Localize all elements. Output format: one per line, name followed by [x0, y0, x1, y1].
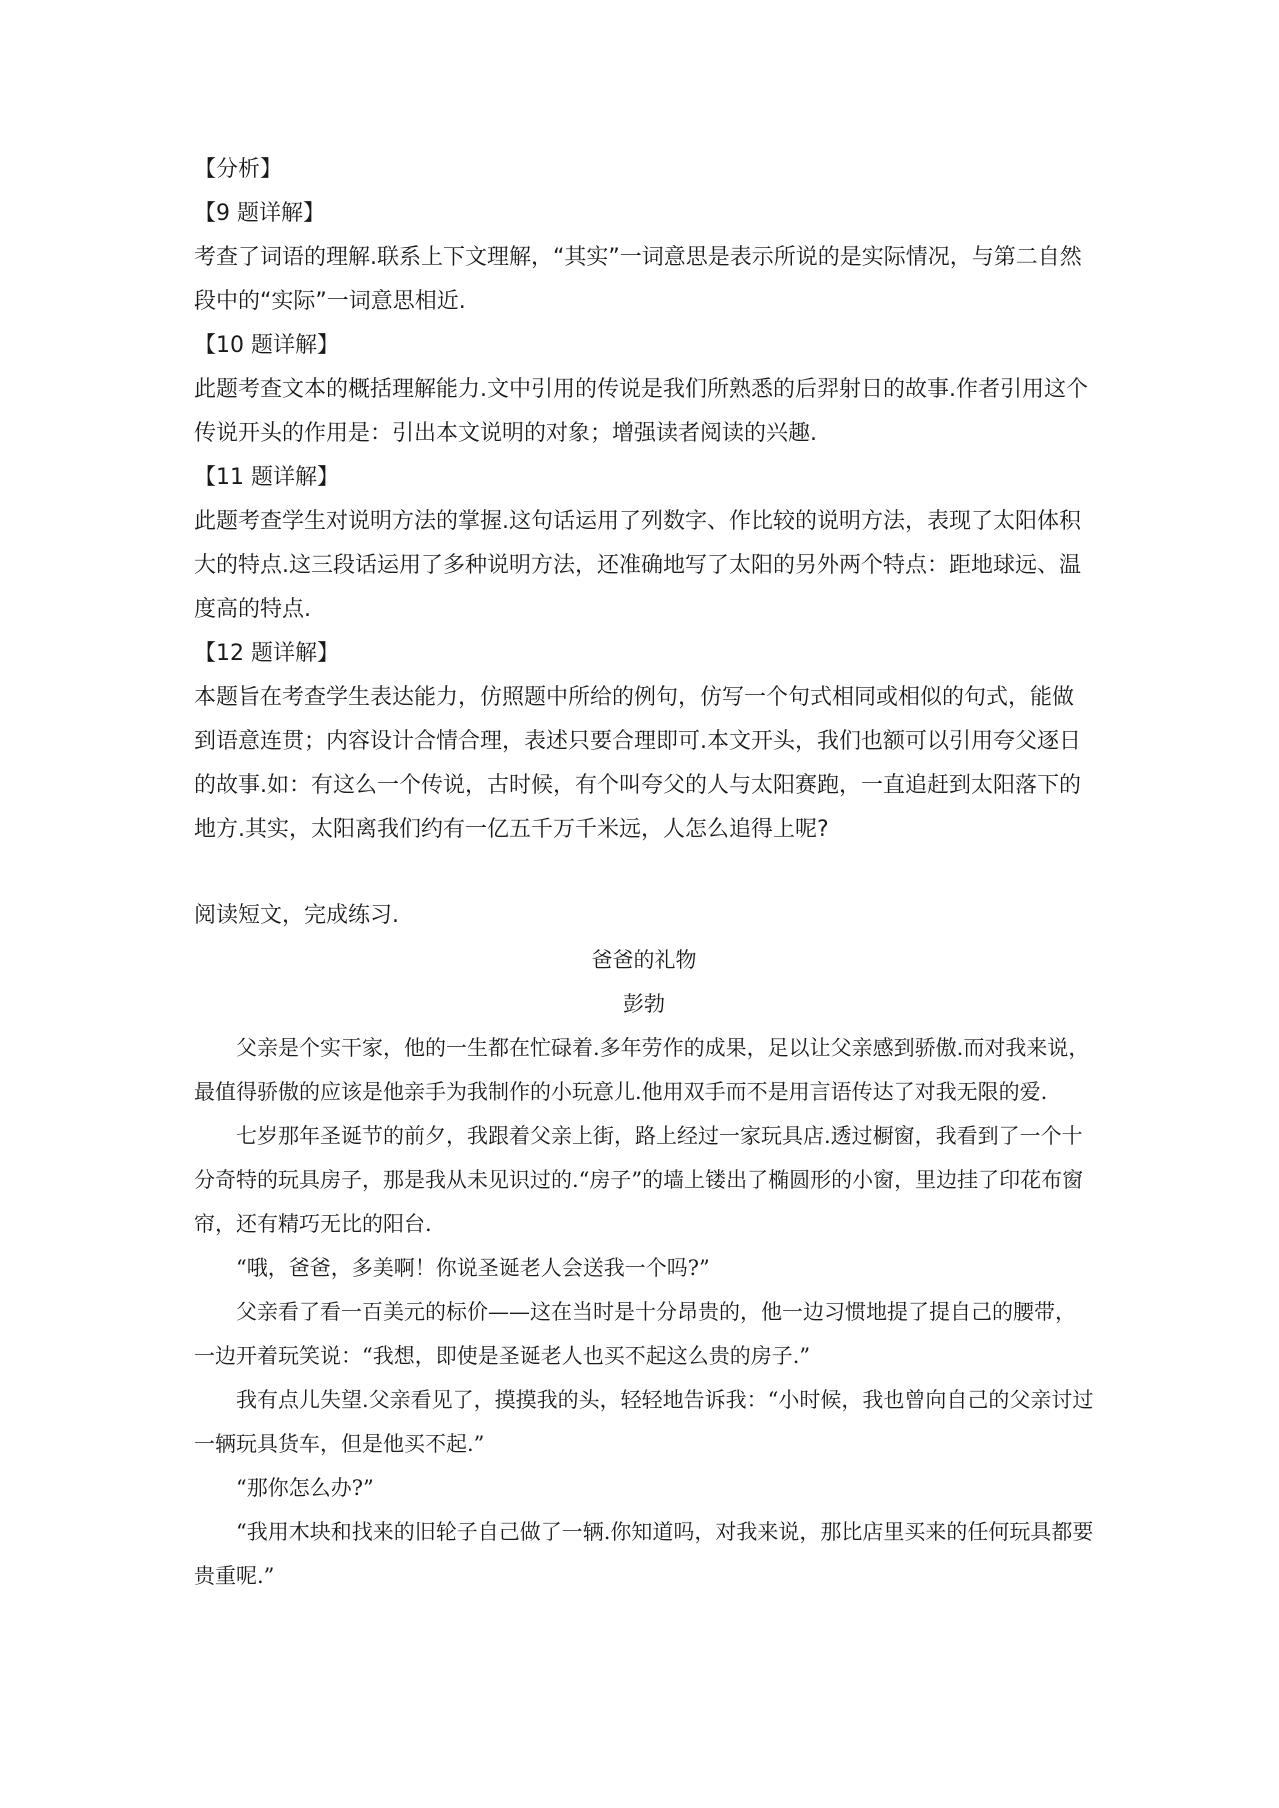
story-paragraph: “那你怎么办?”: [236, 1476, 374, 1500]
question-12-text: 本题旨在考查学生表达能力，仿照题中所给的例句，仿写一个句式相同或相似的句式，能做到语意连贯；内容设计合情合理，表述只要合理即可.本文开头，我们也额可以引用夸父逐日的故事.如：有这么一个传说，古时候，有个叫夸父的人与太阳赛跑，一直追赶到太阳落下的地方.其实，太阳离我们约有一亿五千万千米远，人怎么追得上呢?: [194, 685, 1081, 842]
story-paragraph: 父亲看了看一百美元的标价——这在当时是十分昂贵的，他一边习惯地提了提自己的腰带，一边开着玩笑说：“我想，即使是圣诞老人也买不起这么贵的房子.”: [194, 1300, 1076, 1368]
story-section: [194, 938, 1094, 1598]
question-9-text: 考查了词语的理解.联系上下文理解，“其实”一词意思是表示所说的是实际情况，与第二自然段中的“实际”一词意思相近.: [194, 245, 1082, 314]
story-paragraph: 父亲是个实干家，他的一生都在忙碌着.多年劳作的成果，足以让父亲感到骄傲.而对我来说，最值得骄傲的应该是他亲手为我制作的小玩意儿.他用双手而不是用言语传达了对我无限的爱.: [194, 1036, 1090, 1104]
story-paragraph: “我用木块和找来的旧轮子自己做了一辆.你知道吗，对我来说，那比店里买来的任何玩具都要贵重呢.”: [194, 1520, 1094, 1588]
story-author: 彭勃: [623, 992, 665, 1016]
question-9-label: 【9 题详解】: [194, 201, 325, 226]
story-paragraph: 七岁那年圣诞节的前夕，我跟着父亲上街，路上经过一家玩具店.透过橱窗，我看到了一个十分奇特的玩具房子，那是我从未见识过的.“房子”的墙上镂出了椭圆形的小窗，里边挂了印花布窗帘，还有精巧无比的阳台.: [194, 1124, 1084, 1236]
analysis-heading: 【分析】: [194, 157, 283, 182]
story-paragraph: 我有点儿失望.父亲看见了，摸摸我的头，轻轻地告诉我：“小时候，我也曾向自己的父亲讨过一辆玩具货车，但是他买不起.”: [194, 1388, 1094, 1456]
question-11-label: 【11 题详解】: [194, 465, 339, 490]
question-10-text: 此题考查文本的概括理解能力.文中引用的传说是我们所熟悉的后羿射日的故事.作者引用这个传说开头的作用是：引出本文说明的对象；增强读者阅读的兴趣.: [194, 377, 1088, 446]
question-12-label: 【12 题详解】: [194, 641, 339, 666]
question-10-label: 【10 题详解】: [194, 333, 339, 358]
question-11-text: 此题考查学生对说明方法的掌握.这句话运用了列数字、作比较的说明方法，表现了太阳体积大的特点.这三段话运用了多种说明方法，还准确地写了太阳的另外两个特点：距地球远、温度高的特点.: [194, 509, 1081, 622]
story-title: 爸爸的礼物: [591, 948, 697, 972]
reading-instruction: 阅读短文，完成练习.: [194, 903, 399, 928]
analysis-section: [194, 148, 1094, 852]
story-paragraph: “哦，爸爸，多美啊！你说圣诞老人会送我一个吗?”: [236, 1256, 710, 1280]
